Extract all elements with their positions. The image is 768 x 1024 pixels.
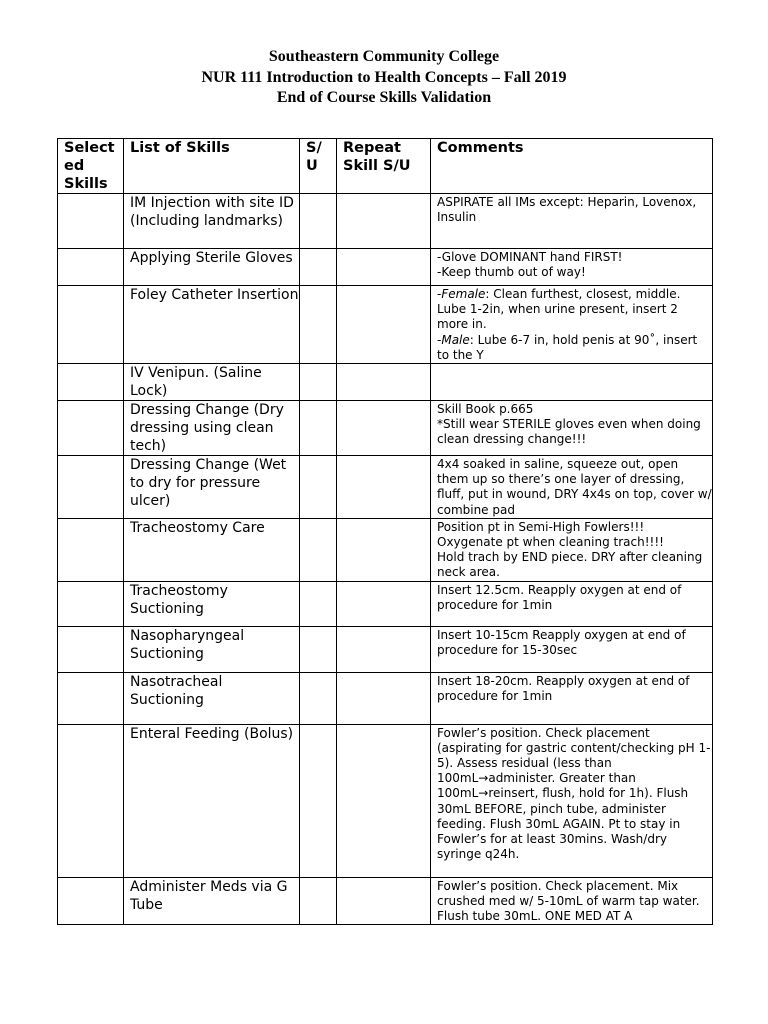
table-row (58, 724, 713, 877)
repeat-su-cell[interactable] (337, 877, 431, 925)
comment-text: : Lube 6-7 in, hold penis at 90˚, insert to the Y (437, 332, 698, 362)
skill-comment: Skill Book p.665 *Still wear STERILE gloves even when doing clean dressing change!!! (431, 401, 713, 456)
skill-comment: Insert 12.5cm. Reapply oxygen at end of procedure for 1min (431, 581, 713, 626)
repeat-su-cell[interactable] (337, 581, 431, 626)
column-header-selected: Select ed Skills (58, 139, 124, 194)
table-row (58, 672, 713, 724)
repeat-su-cell[interactable] (337, 672, 431, 724)
selected-checkbox-cell[interactable] (58, 581, 124, 626)
selected-checkbox-cell[interactable] (58, 877, 124, 925)
table-row (58, 401, 713, 456)
skill-comment: 4x4 soaked in saline, squeeze out, open them up so there’s one layer of dressing, fluff, put in wound, DRY 4x4s on top, cover w/ combine pad (431, 456, 713, 519)
su-cell[interactable] (300, 724, 337, 877)
skill-comment: ASPIRATE all IMs except: Heparin, Lovenox, Insulin (431, 194, 713, 249)
su-cell[interactable] (300, 194, 337, 249)
skill-name: Tracheostomy Suctioning (124, 581, 300, 626)
skill-comment: Insert 10-15cm Reapply oxygen at end of procedure for 15-30sec (431, 626, 713, 672)
comment-text: : Clean furthest, closest, middle. Lube 1-2in, when urine present, insert 2 more in. (437, 287, 681, 332)
selected-checkbox-cell[interactable] (58, 456, 124, 519)
skill-name: Nasopharyngeal Suctioning (124, 626, 300, 672)
skill-comment: Insert 18-20cm. Reapply oxygen at end of procedure for 1min (431, 672, 713, 724)
skill-name: Dressing Change (Wet to dry for pressure ulcer) (124, 456, 300, 519)
skill-comment: -Glove DOMINANT hand FIRST! -Keep thumb out of way! (431, 249, 713, 286)
table-row (58, 877, 713, 925)
repeat-su-cell[interactable] (337, 518, 431, 581)
college-name: Southeastern Community College (268, 48, 500, 65)
skill-name: Enteral Feeding (Bolus) (124, 724, 300, 877)
table-row (58, 249, 713, 286)
su-cell[interactable] (300, 249, 337, 286)
column-header-repeat: Repeat Skill S/U (337, 139, 431, 194)
su-cell[interactable] (300, 364, 337, 401)
comment-prefix: - (437, 287, 442, 301)
repeat-su-cell[interactable] (337, 194, 431, 249)
column-header-skills: List of Skills (124, 139, 300, 194)
selected-checkbox-cell[interactable] (58, 724, 124, 877)
selected-checkbox-cell[interactable] (58, 401, 124, 456)
repeat-su-cell[interactable] (337, 401, 431, 456)
comment-emphasis: Female (441, 287, 486, 301)
comment-emphasis: Male (441, 332, 470, 347)
skills-table (57, 138, 713, 925)
skill-name: IM Injection with site ID (Including landmarks) (124, 194, 300, 249)
selected-checkbox-cell[interactable] (58, 286, 124, 364)
repeat-su-cell[interactable] (337, 286, 431, 364)
repeat-su-cell[interactable] (337, 724, 431, 877)
selected-checkbox-cell[interactable] (58, 518, 124, 581)
course-title: NUR 111 Introduction to Health Concepts – Fall 2019 (201, 68, 567, 86)
table-row (58, 456, 713, 519)
column-header-comments: Comments (431, 139, 713, 194)
skill-name: Applying Sterile Gloves (124, 249, 300, 286)
document-header (0, 47, 768, 109)
selected-checkbox-cell[interactable] (58, 249, 124, 286)
su-cell[interactable] (300, 672, 337, 724)
repeat-su-cell[interactable] (337, 626, 431, 672)
skill-name: Foley Catheter Insertion (124, 286, 300, 364)
table-row (58, 518, 713, 581)
selected-checkbox-cell[interactable] (58, 672, 124, 724)
comment-part (437, 287, 712, 333)
skill-comment: Fowler’s position. Check placement. Mix crushed med w/ 5-10mL of warm tap water. Flush tube 30mL. ONE MED AT A (431, 877, 713, 925)
repeat-su-cell[interactable] (337, 249, 431, 286)
selected-checkbox-cell[interactable] (58, 626, 124, 672)
su-cell[interactable] (300, 626, 337, 672)
column-header-su: S/ U (300, 139, 337, 194)
su-cell[interactable] (300, 286, 337, 364)
su-cell[interactable] (300, 456, 337, 519)
table-row (58, 364, 713, 401)
skill-comment (431, 364, 713, 401)
comment-prefix: - (437, 332, 442, 347)
su-cell[interactable] (300, 518, 337, 581)
repeat-su-cell[interactable] (337, 456, 431, 519)
selected-checkbox-cell[interactable] (58, 364, 124, 401)
skill-comment (431, 286, 713, 364)
skill-name: Tracheostomy Care (124, 518, 300, 581)
repeat-su-cell[interactable] (337, 364, 431, 401)
document-title: End of Course Skills Validation (276, 89, 492, 106)
table-row (58, 581, 713, 626)
selected-checkbox-cell[interactable] (58, 194, 124, 249)
table-row (58, 286, 713, 364)
table-header-row (58, 139, 713, 194)
su-cell[interactable] (300, 877, 337, 925)
skill-name: Administer Meds via G Tube (124, 877, 300, 925)
table-row (58, 194, 713, 249)
skill-comment: Fowler’s position. Check placement (aspirating for gastric content/checking pH 1-5). Assess residual (less than 100mL→administer. Greater than 100mL→reinsert, flush, hold for 1h). Flush 30mL BEFORE, pinch tube, administer feeding. Flush 30mL AGAIN. Pt to stay in Fowler’s for at least 30mins. Wash/dry syringe q24h. (431, 724, 713, 877)
skill-comment: Position pt in Semi-High Fowlers!!! Oxygenate pt when cleaning trach!!!! Hold trach by END piece. DRY after cleaning neck area. (431, 518, 713, 581)
table-row (58, 626, 713, 672)
skill-name: IV Venipun. (Saline Lock) (124, 364, 300, 401)
skill-name: Nasotracheal Suctioning (124, 672, 300, 724)
skill-name: Dressing Change (Dry dressing using clean tech) (124, 401, 300, 456)
su-cell[interactable] (300, 401, 337, 456)
comment-part (437, 333, 712, 363)
su-cell[interactable] (300, 581, 337, 626)
